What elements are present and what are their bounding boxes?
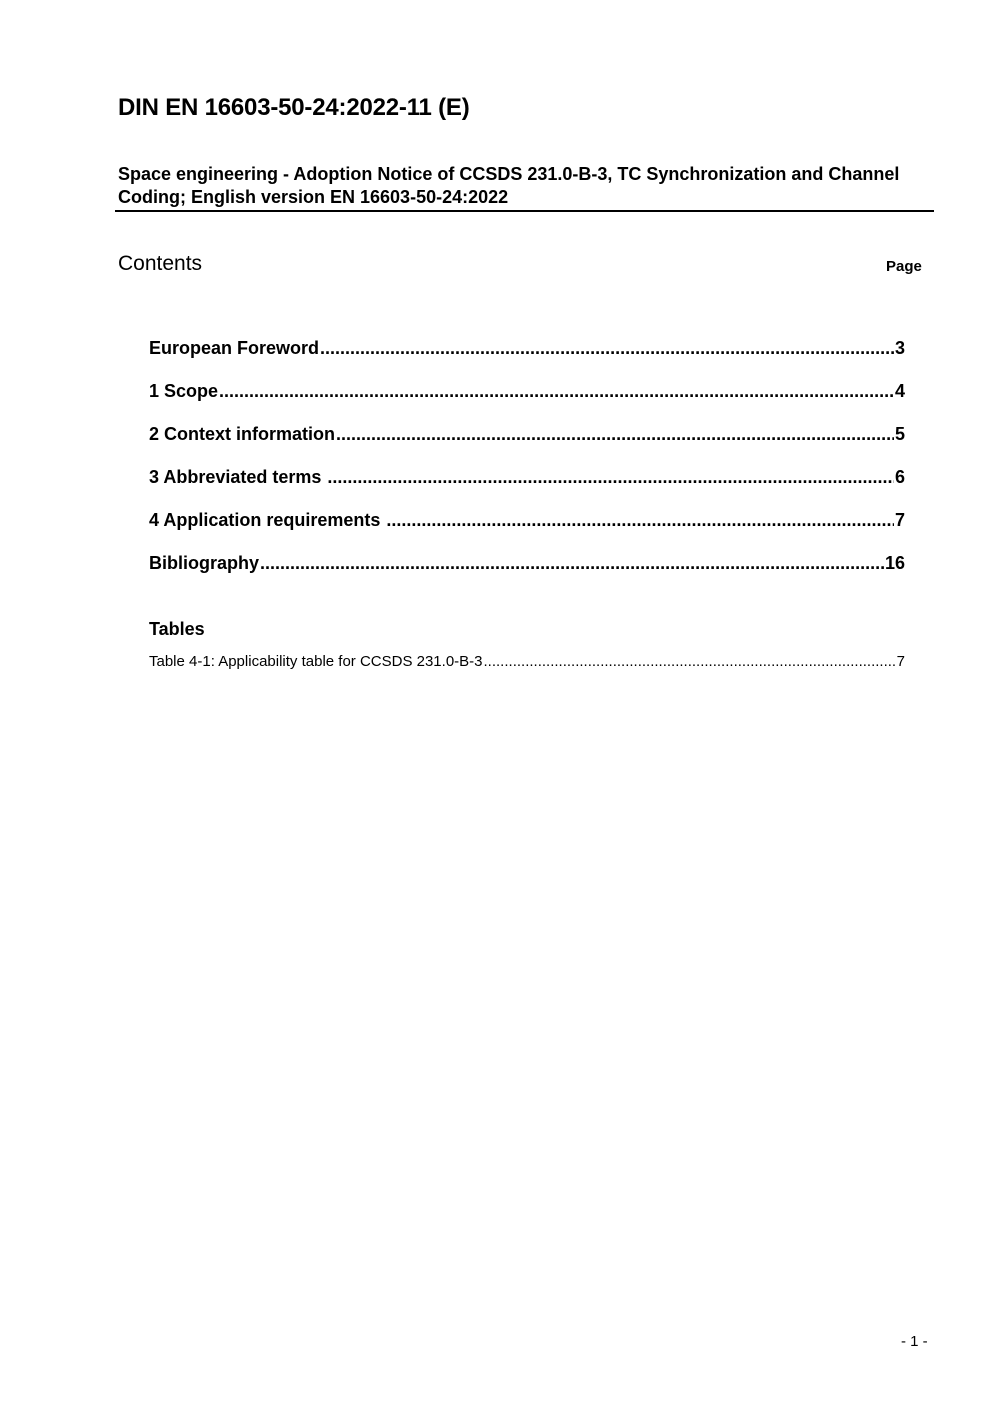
- toc-dot-leader: [219, 381, 894, 402]
- toc-entry-label: 2 Context information: [149, 424, 336, 444]
- toc-entry-page: 6: [894, 467, 905, 487]
- toc-dot-leader: [327, 467, 894, 488]
- toc-entry-scope[interactable]: [149, 381, 905, 402]
- toc-entry-abbreviated-terms[interactable]: [149, 467, 905, 488]
- table-entry-applicability-table[interactable]: [149, 653, 905, 670]
- toc-entry-context-information[interactable]: [149, 424, 905, 445]
- document-title: DIN EN 16603-50-24:2022-11 (E): [118, 94, 470, 121]
- toc-entry-label: Bibliography: [149, 553, 260, 573]
- toc-entry-label: 1 Scope: [149, 381, 219, 401]
- toc-entry-european-foreword[interactable]: [149, 338, 905, 359]
- contents-heading: Contents: [118, 252, 203, 275]
- toc-entry-page: 4: [894, 381, 905, 401]
- table-dot-leader: [484, 653, 896, 670]
- toc-entry-page: 16: [884, 553, 905, 573]
- toc-entry-label: European Foreword: [149, 338, 320, 358]
- toc-entry-label: 4 Application requirements: [149, 510, 386, 530]
- page-number: - 1 -: [901, 1333, 928, 1350]
- toc-entry-application-requirements[interactable]: [149, 510, 905, 531]
- title-divider: [115, 210, 934, 212]
- toc-entry-page: 5: [894, 424, 905, 444]
- toc-entry-page: 7: [894, 510, 905, 530]
- tables-heading: Tables: [149, 619, 205, 639]
- toc-entry-label: 3 Abbreviated terms: [149, 467, 327, 487]
- page-column-heading: Page: [886, 258, 922, 275]
- document-subtitle: Space engineering - Adoption Notice of CCSDS 231.0-B-3, TC Synchronization and Channel Coding; English version EN 16603-50-24:2022: [118, 164, 900, 207]
- toc-dot-leader: [336, 424, 894, 445]
- table-entry-page: 7: [896, 653, 905, 670]
- table-entry-label: Table 4-1: Applicability table for CCSDS 231.0-B-3: [149, 653, 483, 670]
- toc-dot-leader: [260, 553, 884, 574]
- toc-entry-page: 3: [894, 338, 905, 358]
- toc-entry-bibliography[interactable]: [149, 553, 905, 574]
- toc-dot-leader: [320, 338, 894, 359]
- toc-dot-leader: [386, 510, 894, 531]
